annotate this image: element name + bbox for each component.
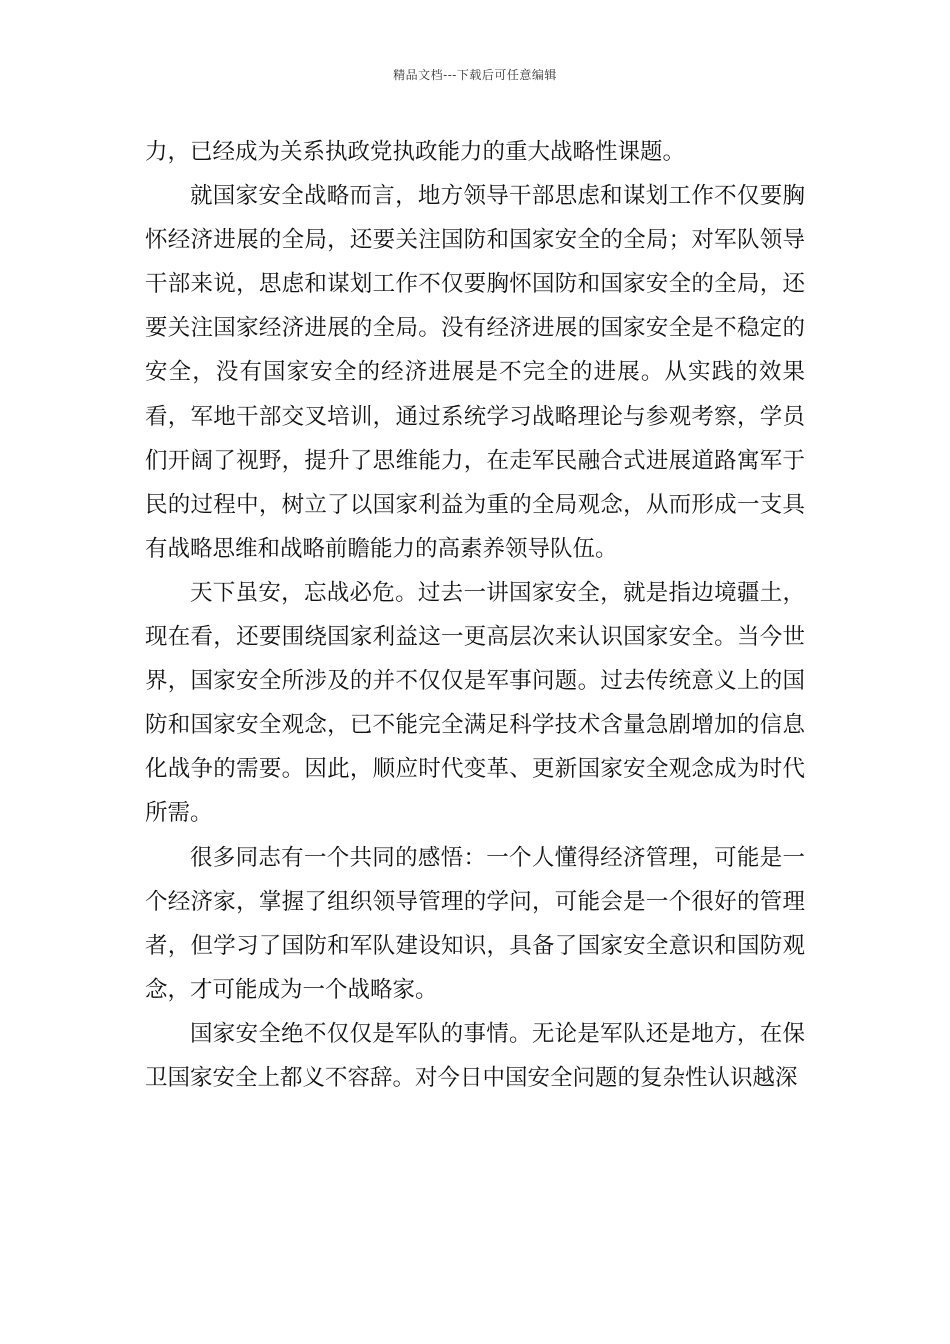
document-body bbox=[145, 130, 805, 1100]
paragraph-4: 很多同志有一个共同的感悟：一个人懂得经济管理，可能是一个经济家，掌握了组织领导管理的学问，可能会是一个很好的管理者，但学习了国防和军队建设知识，具备了国家安全意识和国防观念，才可能成为一个战略家。 bbox=[145, 844, 805, 1003]
paragraph-2: 就国家安全战略而言，地方领导干部思虑和谋划工作不仅要胸怀经济进展的全局，还要关注国防和国家安全的全局；对军队领导干部来说，思虑和谋划工作不仅要胸怀国防和国家安全的全局，还要关注国家经济进展的全局。没有经济进展的国家安全是不稳定的安全，没有国家安全的经济进展是不完全的进展。从实践的效果看，军地干部交叉培训，通过系统学习战略理论与参观考察，学员们开阔了视野，提升了思维能力，在走军民融合式进展道路寓军于民的过程中，树立了以国家利益为重的全局观念，从而形成一支具有战略思维和战略前瞻能力的高素养领导队伍。 bbox=[145, 183, 805, 562]
paragraph-3: 天下虽安，忘战必危。过去一讲国家安全，就是指边境疆土，现在看，还要围绕国家利益这一更高层次来认识国家安全。当今世界，国家安全所涉及的并不仅仅是军事问题。过去传统意义上的国防和国家安全观念，已不能完全满足科学技术含量急剧增加的信息化战争的需要。因此，顺应时代变革、更新国家安全观念成为时代所需。 bbox=[145, 579, 805, 827]
page-header: 精品文档---下载后可任意编辑 bbox=[393, 68, 557, 82]
paragraph-1: 力，已经成为关系执政党执政能力的重大战略性课题。 bbox=[145, 139, 686, 165]
paragraph-5: 国家安全绝不仅仅是军队的事情。无论是军队还是地方，在保卫国家安全上都义不容辞。对今日中国安全问题的复杂性认识越深 bbox=[145, 1020, 805, 1091]
